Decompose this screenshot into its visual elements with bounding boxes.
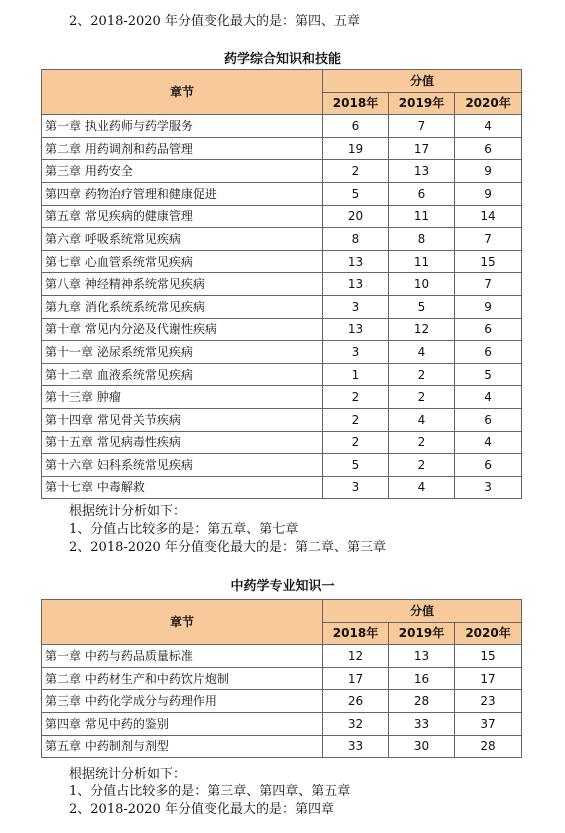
score-cell: 13	[389, 160, 455, 183]
table-row	[42, 386, 522, 409]
score-cell: 9	[455, 295, 522, 318]
table-row	[42, 160, 522, 183]
chapter-cell: 第十六章 妇科系统常见疾病	[42, 454, 323, 477]
table-row	[42, 273, 522, 296]
score-cell: 1	[323, 363, 389, 386]
score-cell: 33	[389, 712, 455, 735]
score-cell: 26	[323, 690, 389, 713]
score-cell: 3	[323, 476, 389, 499]
score-cell: 10	[389, 273, 455, 296]
score-cell: 4	[389, 408, 455, 431]
score-cell: 4	[455, 431, 522, 454]
section1-analysis-point-2: 2、2018-2020 年分值变化最大的是：第二章、第三章	[69, 540, 386, 555]
table-row	[42, 182, 522, 205]
section2-analysis-point-1: 1、分值占比较多的是：第三章、第四章、第五章	[69, 784, 351, 799]
score-cell: 33	[323, 735, 389, 758]
score-cell: 6	[455, 318, 522, 341]
score-cell: 17	[323, 667, 389, 690]
score-cell: 8	[389, 228, 455, 251]
section2-analysis-point-2: 2、2018-2020 年分值变化最大的是：第四章	[69, 802, 334, 817]
table-row	[42, 431, 522, 454]
score-cell: 7	[455, 273, 522, 296]
table-row	[42, 712, 522, 735]
chapter-header: 章节	[42, 70, 323, 115]
score-cell: 5	[323, 182, 389, 205]
score-cell: 17	[389, 137, 455, 160]
chapter-cell: 第十二章 血液系统常见疾病	[42, 363, 323, 386]
table-row	[42, 250, 522, 273]
table-row	[42, 295, 522, 318]
score-cell: 6	[455, 341, 522, 364]
score-cell: 28	[455, 735, 522, 758]
chapter-cell: 第二章 中药材生产和中药饮片炮制	[42, 667, 323, 690]
section2-table	[41, 599, 522, 758]
table-row	[42, 454, 522, 477]
score-cell: 6	[389, 182, 455, 205]
score-cell: 13	[323, 318, 389, 341]
score-cell: 4	[455, 115, 522, 138]
score-cell: 15	[455, 645, 522, 668]
chapter-cell: 第八章 神经精神系统常见疾病	[42, 273, 323, 296]
table-row	[42, 228, 522, 251]
chapter-cell: 第六章 呼吸系统常见疾病	[42, 228, 323, 251]
chapter-cell: 第十七章 中毒解救	[42, 476, 323, 499]
score-cell: 2	[323, 431, 389, 454]
score-cell: 20	[323, 205, 389, 228]
chapter-cell: 第二章 用药调剂和药品管理	[42, 137, 323, 160]
table-row	[42, 690, 522, 713]
score-cell: 13	[389, 645, 455, 668]
score-cell: 11	[389, 205, 455, 228]
score-cell: 7	[389, 115, 455, 138]
year-header: 2018年	[323, 92, 389, 115]
score-cell: 6	[455, 137, 522, 160]
score-cell: 3	[323, 341, 389, 364]
chapter-cell: 第一章 执业药师与药学服务	[42, 115, 323, 138]
score-cell: 13	[323, 273, 389, 296]
section2-analysis-intro: 根据统计分析如下：	[69, 767, 187, 782]
score-cell: 37	[455, 712, 522, 735]
score-cell: 5	[389, 295, 455, 318]
score-cell: 32	[323, 712, 389, 735]
score-cell: 28	[389, 690, 455, 713]
year-header: 2020年	[455, 622, 522, 645]
score-cell: 6	[323, 115, 389, 138]
table-row	[42, 476, 522, 499]
table-row	[42, 137, 522, 160]
score-cell: 4	[389, 341, 455, 364]
score-cell: 2	[389, 431, 455, 454]
score-cell: 3	[455, 476, 522, 499]
score-cell: 8	[323, 228, 389, 251]
table-row	[42, 341, 522, 364]
table-row	[42, 205, 522, 228]
table-row	[42, 115, 522, 138]
chapter-cell: 第四章 常见中药的鉴别	[42, 712, 323, 735]
score-cell: 2	[323, 386, 389, 409]
chapter-cell: 第七章 心血管系统常见疾病	[42, 250, 323, 273]
chapter-cell: 第三章 中药化学成分与药理作用	[42, 690, 323, 713]
score-cell: 9	[455, 182, 522, 205]
year-header: 2019年	[389, 622, 455, 645]
score-cell: 2	[323, 408, 389, 431]
score-cell: 2	[389, 363, 455, 386]
chapter-cell: 第一章 中药与药品质量标准	[42, 645, 323, 668]
score-cell: 30	[389, 735, 455, 758]
table-row	[42, 645, 522, 668]
table-row	[42, 408, 522, 431]
score-cell: 13	[323, 250, 389, 273]
section2-rows	[42, 645, 522, 758]
score-header: 分值	[323, 600, 522, 623]
score-cell: 2	[323, 160, 389, 183]
section1-analysis-intro: 根据统计分析如下：	[69, 504, 187, 519]
score-cell: 5	[455, 363, 522, 386]
section1-title: 药学综合知识和技能	[223, 52, 341, 67]
chapter-cell: 第十章 常见内分泌及代谢性疾病	[42, 318, 323, 341]
chapter-cell: 第五章 常见疾病的健康管理	[42, 205, 323, 228]
chapter-cell: 第十三章 肿瘤	[42, 386, 323, 409]
section2-title: 中药学专业知识一	[230, 579, 335, 594]
score-cell: 19	[323, 137, 389, 160]
chapter-cell: 第九章 消化系统系统常见疾病	[42, 295, 323, 318]
score-cell: 5	[323, 454, 389, 477]
score-cell: 23	[455, 690, 522, 713]
year-header: 2019年	[389, 92, 455, 115]
score-cell: 4	[389, 476, 455, 499]
score-cell: 7	[455, 228, 522, 251]
chapter-cell: 第十四章 常见骨关节疾病	[42, 408, 323, 431]
score-cell: 3	[323, 295, 389, 318]
chapter-header: 章节	[42, 600, 323, 645]
score-cell: 6	[455, 454, 522, 477]
score-cell: 9	[455, 160, 522, 183]
score-cell: 2	[389, 454, 455, 477]
chapter-cell: 第四章 药物治疗管理和健康促进	[42, 182, 323, 205]
section1-rows	[42, 115, 522, 499]
score-cell: 6	[455, 408, 522, 431]
score-cell: 17	[455, 667, 522, 690]
score-cell: 2	[389, 386, 455, 409]
table-row	[42, 667, 522, 690]
section1-table	[41, 69, 522, 499]
year-header: 2020年	[455, 92, 522, 115]
year-header: 2018年	[323, 622, 389, 645]
chapter-cell: 第十五章 常见病毒性疾病	[42, 431, 323, 454]
score-cell: 12	[323, 645, 389, 668]
score-cell: 12	[389, 318, 455, 341]
section1-analysis-point-1: 1、分值占比较多的是：第五章、第七章	[69, 522, 299, 537]
score-cell: 4	[455, 386, 522, 409]
score-cell: 16	[389, 667, 455, 690]
chapter-cell: 第三章 用药安全	[42, 160, 323, 183]
table-row	[42, 735, 522, 758]
chapter-cell: 第五章 中药制剂与剂型	[42, 735, 323, 758]
table-row	[42, 363, 522, 386]
table-row	[42, 318, 522, 341]
score-cell: 11	[389, 250, 455, 273]
top-note: 2、2018-2020 年分值变化最大的是：第四、五章	[69, 14, 360, 29]
chapter-cell: 第十一章 泌尿系统常见疾病	[42, 341, 323, 364]
score-cell: 15	[455, 250, 522, 273]
score-cell: 14	[455, 205, 522, 228]
score-header: 分值	[323, 70, 522, 93]
